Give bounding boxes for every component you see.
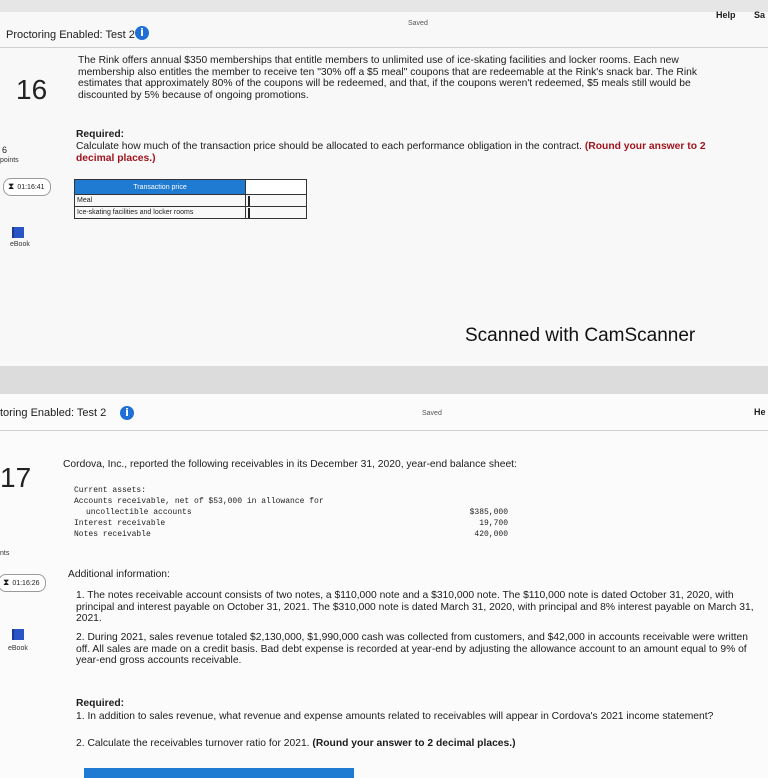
balance-row: [74, 507, 514, 518]
ebook-icon[interactable]: [12, 227, 24, 238]
help-link-partial[interactable]: He: [754, 407, 766, 417]
table-header-blank: [246, 180, 307, 195]
timer-value: 01:16:26: [12, 580, 40, 587]
hourglass-icon: ⧗: [8, 182, 15, 192]
question-paragraph: The Rink offers annual $350 memberships that entitle members to unlimited use of ice-skating facilities and locker rooms. Each new membership also entitles the member to receive ten "30% off a $5 meal" coupons that are redeemable at the Rink's snack bar. The Rink estimates that approximately 80% of the coupons will be redeemed, and that, if the coupons weren't redeemed, $5 meals still would be discounted by 5% because of ongoing promotions.: [78, 55, 698, 101]
required-label: Required:: [76, 129, 125, 140]
points-label-partial: nts: [0, 550, 10, 557]
required-2: [76, 738, 766, 750]
timer: [3, 178, 51, 196]
answer-table-header: [84, 768, 354, 778]
required-1: 1. In addition to sales revenue, what revenue and expense amounts related to receivables will appear in Cordova's 2021 income statement?: [76, 711, 714, 722]
rounding-instruction: (Round your answer to 2 decimal places.): [312, 738, 516, 749]
required-label: Required:: [76, 698, 125, 709]
timer: [0, 574, 46, 592]
question-intro: Cordova, Inc., reported the following receivables in its December 31, 2020, year-end balance sheet:: [63, 459, 517, 470]
balance-value: $385,000: [469, 508, 508, 517]
camscanner-watermark: Scanned with CamScanner: [465, 325, 696, 346]
allocation-table: [74, 179, 307, 219]
page-title: toring Enabled: Test 2: [0, 407, 107, 419]
balance-label: Current assets:: [74, 486, 147, 495]
table-header: Transaction price: [75, 180, 246, 195]
additional-info-label: Additional information:: [68, 569, 170, 580]
ebook-icon[interactable]: [12, 629, 24, 640]
required-2-text: 2. Calculate the receivables turnover ratio for 2021.: [76, 738, 310, 749]
points-value: 6: [2, 145, 8, 155]
header-divider: [0, 47, 768, 48]
hourglass-icon: ⧗: [3, 578, 10, 588]
balance-label: uncollectible accounts: [86, 508, 192, 517]
points-label: points: [0, 157, 19, 164]
balance-row: [74, 529, 514, 540]
text-cursor: [248, 208, 254, 218]
row-label-ice-skating: Ice-skating facilities and locker rooms: [75, 207, 246, 219]
balance-label: Interest receivable: [74, 519, 166, 528]
scan-gap: [0, 366, 768, 394]
text-cursor: [248, 196, 254, 206]
balance-value: 19,700: [479, 519, 508, 528]
header-divider: [0, 430, 768, 431]
page-title: Proctoring Enabled: Test 2: [6, 29, 135, 41]
balance-sheet: [74, 485, 514, 540]
saved-status: Saved: [408, 20, 428, 27]
balance-label: Accounts receivable, net of $53,000 in allowance for: [74, 497, 324, 506]
required-text: [76, 141, 736, 164]
required-instruction: Calculate how much of the transaction price should be allocated to each performance obligation in the contract.: [76, 141, 582, 152]
info-icon[interactable]: i: [120, 406, 134, 420]
additional-item-1: 1. The notes receivable account consists of two notes, a $110,000 note and a $310,000 note. The $110,000 note is dated October 31, 2020, with principal and interest payable on October 31, 2021. The $310,000 note is dated March 31, 2020, with principal and 8% interest payable on March 31, 2021.: [76, 590, 754, 624]
timer-value: 01:16:41: [17, 184, 45, 191]
help-link[interactable]: Help: [716, 10, 736, 20]
additional-item-2: 2. During 2021, sales revenue totaled $2,130,000, $1,990,000 cash was collected from customers, and $42,000 in accounts receivable were written off. All sales are made on a credit basis. Bad debt expense is recorded at year-end by adjusting the allowance account to an amount equal to 9% of year-end gross accounts receivable.: [76, 632, 748, 666]
question-number: 16: [16, 74, 48, 105]
balance-row: [74, 518, 514, 529]
page-1: [0, 0, 768, 366]
meal-input[interactable]: [246, 195, 307, 207]
save-link-partial[interactable]: Sa: [754, 10, 766, 20]
top-bar: [0, 0, 768, 12]
info-icon[interactable]: i: [135, 26, 149, 40]
rounding-instruction: (Round your answer to 2 decimal places.): [76, 141, 706, 164]
balance-label: Notes receivable: [74, 530, 151, 539]
balance-value: 420,000: [474, 530, 508, 539]
balance-row: [74, 496, 514, 507]
question-number: 17: [0, 462, 32, 493]
row-label-meal: Meal: [75, 195, 246, 207]
table-row: [75, 195, 307, 207]
page-2: [0, 394, 768, 778]
balance-row: [74, 485, 514, 496]
ebook-label[interactable]: eBook: [10, 241, 30, 248]
table-row: [75, 207, 307, 219]
ebook-label[interactable]: eBook: [8, 645, 28, 652]
ice-skating-input[interactable]: [246, 207, 307, 219]
saved-status: Saved: [422, 410, 442, 417]
